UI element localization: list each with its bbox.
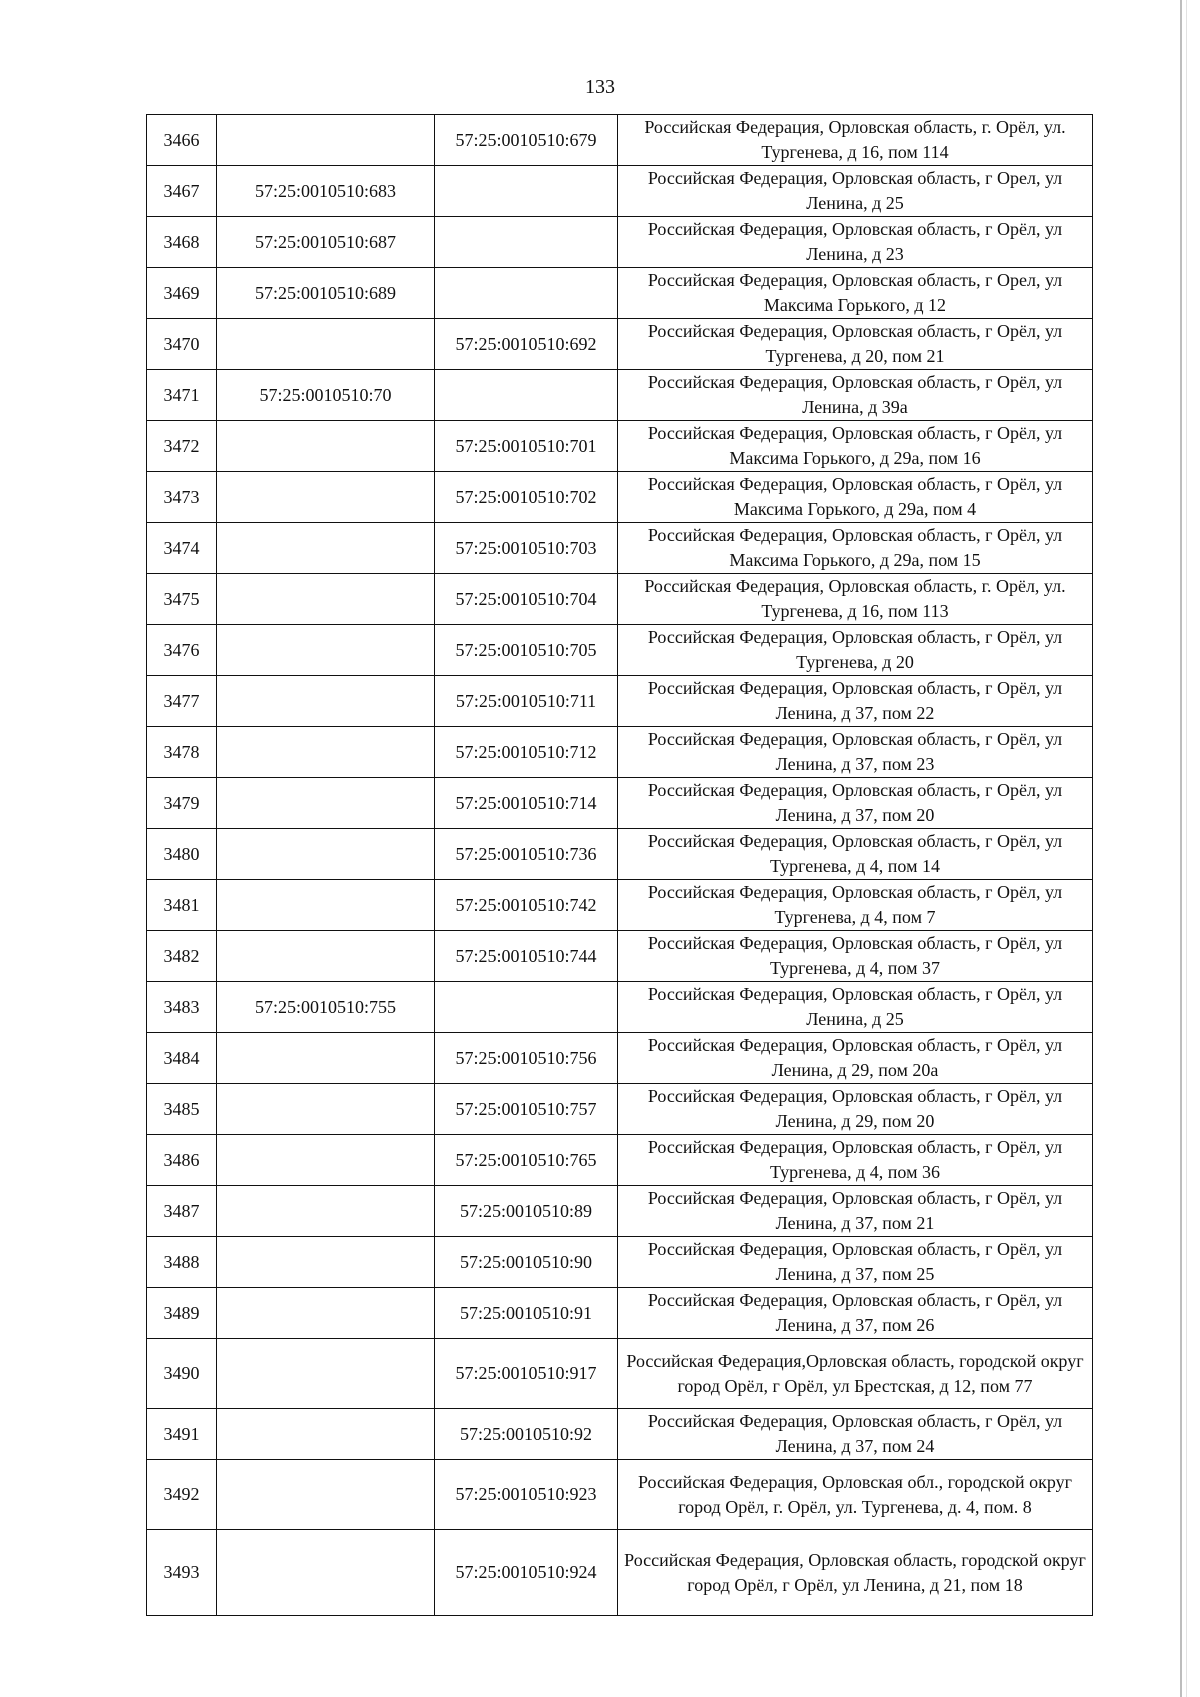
address-cell: Российская Федерация, Орловская область, г Орёл, ул Максима Горького, д 29а, пом 16 xyxy=(618,421,1093,472)
cadastral-number-premises-cell: 57:25:0010510:744 xyxy=(435,931,618,982)
row-number-cell: 3472 xyxy=(147,421,217,472)
table-row xyxy=(147,880,1093,931)
address-cell: Российская Федерация, Орловская область, г Орел, ул Ленина, д 25 xyxy=(618,166,1093,217)
address-cell: Российская Федерация, Орловская область, г Орёл, ул Максима Горького, д 29а, пом 4 xyxy=(618,472,1093,523)
cadastral-number-cell xyxy=(217,1084,435,1135)
cadastral-number-premises-cell: 57:25:0010510:924 xyxy=(435,1530,618,1616)
address-cell: Российская Федерация, Орловская область, г Орёл, ул Ленина, д 37, пом 25 xyxy=(618,1237,1093,1288)
address-cell: Российская Федерация, Орловская область, г Орёл, ул Тургенева, д 4, пом 36 xyxy=(618,1135,1093,1186)
cadastral-number-cell xyxy=(217,574,435,625)
address-cell: Российская Федерация, Орловская область, г. Орёл, ул. Тургенева, д 16, пом 113 xyxy=(618,574,1093,625)
table-row xyxy=(147,625,1093,676)
cadastral-number-cell xyxy=(217,1288,435,1339)
address-cell: Российская Федерация, Орловская область, г Орёл, ул Тургенева, д 20 xyxy=(618,625,1093,676)
cadastral-number-premises-cell: 57:25:0010510:92 xyxy=(435,1409,618,1460)
cadastral-number-cell: 57:25:0010510:755 xyxy=(217,982,435,1033)
table-row xyxy=(147,727,1093,778)
row-number-cell: 3477 xyxy=(147,676,217,727)
row-number-cell: 3490 xyxy=(147,1339,217,1409)
address-cell: Российская Федерация, Орловская область, г Орёл, ул Ленина, д 37, пом 22 xyxy=(618,676,1093,727)
row-number-cell: 3491 xyxy=(147,1409,217,1460)
table-row xyxy=(147,319,1093,370)
address-cell: Российская Федерация, Орловская область, г Орёл, ул Ленина, д 29, пом 20а xyxy=(618,1033,1093,1084)
table-row xyxy=(147,268,1093,319)
cadastral-number-premises-cell: 57:25:0010510:757 xyxy=(435,1084,618,1135)
row-number-cell: 3478 xyxy=(147,727,217,778)
cadastral-number-cell xyxy=(217,523,435,574)
table-row xyxy=(147,370,1093,421)
address-cell: Российская Федерация, Орловская область, г Орел, ул Максима Горького, д 12 xyxy=(618,268,1093,319)
table-row xyxy=(147,574,1093,625)
address-cell: Российская Федерация, Орловская обл., городской округ город Орёл, г. Орёл, ул. Тургенева, д. 4, пом. 8 xyxy=(618,1460,1093,1530)
registry-table xyxy=(146,114,1093,1616)
cadastral-number-premises-cell: 57:25:0010510:704 xyxy=(435,574,618,625)
table-row xyxy=(147,472,1093,523)
cadastral-number-premises-cell: 57:25:0010510:923 xyxy=(435,1460,618,1530)
address-cell: Российская Федерация,Орловская область, городской округ город Орёл, г Орёл, ул Брестская, д 12, пом 77 xyxy=(618,1339,1093,1409)
cadastral-number-cell xyxy=(217,115,435,166)
cadastral-number-cell xyxy=(217,829,435,880)
cadastral-number-cell: 57:25:0010510:689 xyxy=(217,268,435,319)
cadastral-number-premises-cell: 57:25:0010510:712 xyxy=(435,727,618,778)
row-number-cell: 3469 xyxy=(147,268,217,319)
cadastral-number-cell xyxy=(217,1460,435,1530)
address-cell: Российская Федерация, Орловская область, г Орёл, ул Ленина, д 39а xyxy=(618,370,1093,421)
cadastral-number-premises-cell: 57:25:0010510:703 xyxy=(435,523,618,574)
row-number-cell: 3493 xyxy=(147,1530,217,1616)
table-row xyxy=(147,1530,1093,1616)
cadastral-number-cell xyxy=(217,1135,435,1186)
address-cell: Российская Федерация, Орловская область, г Орёл, ул Ленина, д 37, пом 24 xyxy=(618,1409,1093,1460)
cadastral-number-premises-cell xyxy=(435,217,618,268)
row-number-cell: 3480 xyxy=(147,829,217,880)
address-cell: Российская Федерация, Орловская область, городской округ город Орёл, г Орёл, ул Ленина, д 21, пом 18 xyxy=(618,1530,1093,1616)
table-row xyxy=(147,166,1093,217)
address-cell: Российская Федерация, Орловская область, г Орёл, ул Максима Горького, д 29а, пом 15 xyxy=(618,523,1093,574)
cadastral-number-premises-cell xyxy=(435,166,618,217)
cadastral-number-cell xyxy=(217,472,435,523)
row-number-cell: 3467 xyxy=(147,166,217,217)
row-number-cell: 3468 xyxy=(147,217,217,268)
address-cell: Российская Федерация, Орловская область, г Орёл, ул Тургенева, д 20, пом 21 xyxy=(618,319,1093,370)
cadastral-number-premises-cell: 57:25:0010510:714 xyxy=(435,778,618,829)
cadastral-number-premises-cell: 57:25:0010510:692 xyxy=(435,319,618,370)
table-row xyxy=(147,1288,1093,1339)
cadastral-number-premises-cell: 57:25:0010510:679 xyxy=(435,115,618,166)
cadastral-number-cell xyxy=(217,931,435,982)
cadastral-number-premises-cell: 57:25:0010510:89 xyxy=(435,1186,618,1237)
cadastral-number-premises-cell: 57:25:0010510:917 xyxy=(435,1339,618,1409)
cadastral-number-cell xyxy=(217,1339,435,1409)
table-row xyxy=(147,1409,1093,1460)
cadastral-number-cell xyxy=(217,319,435,370)
row-number-cell: 3483 xyxy=(147,982,217,1033)
address-cell: Российская Федерация, Орловская область, г Орёл, ул Тургенева, д 4, пом 37 xyxy=(618,931,1093,982)
address-cell: Российская Федерация, Орловская область, г Орёл, ул Ленина, д 29, пом 20 xyxy=(618,1084,1093,1135)
cadastral-number-cell xyxy=(217,1186,435,1237)
table-row xyxy=(147,982,1093,1033)
row-number-cell: 3482 xyxy=(147,931,217,982)
row-number-cell: 3471 xyxy=(147,370,217,421)
cadastral-number-premises-cell: 57:25:0010510:711 xyxy=(435,676,618,727)
cadastral-number-cell: 57:25:0010510:683 xyxy=(217,166,435,217)
address-cell: Российская Федерация, Орловская область, г Орёл, ул Ленина, д 25 xyxy=(618,982,1093,1033)
cadastral-number-cell xyxy=(217,1530,435,1616)
address-cell: Российская Федерация, Орловская область, г. Орёл, ул. Тургенева, д 16, пом 114 xyxy=(618,115,1093,166)
table-row xyxy=(147,217,1093,268)
address-cell: Российская Федерация, Орловская область, г Орёл, ул Тургенева, д 4, пом 14 xyxy=(618,829,1093,880)
cadastral-number-premises-cell: 57:25:0010510:736 xyxy=(435,829,618,880)
row-number-cell: 3481 xyxy=(147,880,217,931)
cadastral-number-premises-cell xyxy=(435,370,618,421)
page-edge-line-secondary xyxy=(1186,0,1187,1697)
cadastral-number-premises-cell: 57:25:0010510:90 xyxy=(435,1237,618,1288)
cadastral-number-cell xyxy=(217,625,435,676)
address-cell: Российская Федерация, Орловская область, г Орёл, ул Ленина, д 37, пом 20 xyxy=(618,778,1093,829)
cadastral-number-cell xyxy=(217,421,435,472)
address-cell: Российская Федерация, Орловская область, г Орёл, ул Ленина, д 23 xyxy=(618,217,1093,268)
row-number-cell: 3487 xyxy=(147,1186,217,1237)
address-cell: Российская Федерация, Орловская область, г Орёл, ул Тургенева, д 4, пом 7 xyxy=(618,880,1093,931)
table-row xyxy=(147,778,1093,829)
table-row xyxy=(147,1033,1093,1084)
cadastral-number-premises-cell: 57:25:0010510:765 xyxy=(435,1135,618,1186)
table-row xyxy=(147,1237,1093,1288)
row-number-cell: 3488 xyxy=(147,1237,217,1288)
cadastral-number-premises-cell: 57:25:0010510:756 xyxy=(435,1033,618,1084)
row-number-cell: 3474 xyxy=(147,523,217,574)
cadastral-number-premises-cell xyxy=(435,268,618,319)
row-number-cell: 3466 xyxy=(147,115,217,166)
cadastral-number-cell: 57:25:0010510:70 xyxy=(217,370,435,421)
page-number: 133 xyxy=(585,76,615,98)
table-row xyxy=(147,829,1093,880)
row-number-cell: 3489 xyxy=(147,1288,217,1339)
registry-table-body xyxy=(147,115,1093,1616)
cadastral-number-cell xyxy=(217,1409,435,1460)
cadastral-number-cell xyxy=(217,880,435,931)
cadastral-number-cell xyxy=(217,778,435,829)
address-cell: Российская Федерация, Орловская область, г Орёл, ул Ленина, д 37, пом 26 xyxy=(618,1288,1093,1339)
row-number-cell: 3484 xyxy=(147,1033,217,1084)
cadastral-number-cell xyxy=(217,1033,435,1084)
cadastral-number-cell xyxy=(217,676,435,727)
row-number-cell: 3475 xyxy=(147,574,217,625)
row-number-cell: 3492 xyxy=(147,1460,217,1530)
table-row xyxy=(147,421,1093,472)
row-number-cell: 3473 xyxy=(147,472,217,523)
row-number-cell: 3470 xyxy=(147,319,217,370)
table-row xyxy=(147,1460,1093,1530)
table-row xyxy=(147,1186,1093,1237)
row-number-cell: 3479 xyxy=(147,778,217,829)
address-cell: Российская Федерация, Орловская область, г Орёл, ул Ленина, д 37, пом 21 xyxy=(618,1186,1093,1237)
address-cell: Российская Федерация, Орловская область, г Орёл, ул Ленина, д 37, пом 23 xyxy=(618,727,1093,778)
cadastral-number-cell xyxy=(217,1237,435,1288)
cadastral-number-premises-cell: 57:25:0010510:701 xyxy=(435,421,618,472)
cadastral-number-premises-cell: 57:25:0010510:742 xyxy=(435,880,618,931)
table-row xyxy=(147,523,1093,574)
table-row xyxy=(147,1339,1093,1409)
table-row xyxy=(147,115,1093,166)
table-row xyxy=(147,676,1093,727)
cadastral-number-premises-cell xyxy=(435,982,618,1033)
row-number-cell: 3476 xyxy=(147,625,217,676)
row-number-cell: 3486 xyxy=(147,1135,217,1186)
cadastral-number-cell: 57:25:0010510:687 xyxy=(217,217,435,268)
table-row xyxy=(147,1084,1093,1135)
page-edge-line xyxy=(1180,0,1182,1697)
cadastral-number-premises-cell: 57:25:0010510:705 xyxy=(435,625,618,676)
table-row xyxy=(147,1135,1093,1186)
cadastral-number-premises-cell: 57:25:0010510:91 xyxy=(435,1288,618,1339)
cadastral-number-cell xyxy=(217,727,435,778)
table-row xyxy=(147,931,1093,982)
row-number-cell: 3485 xyxy=(147,1084,217,1135)
cadastral-number-premises-cell: 57:25:0010510:702 xyxy=(435,472,618,523)
